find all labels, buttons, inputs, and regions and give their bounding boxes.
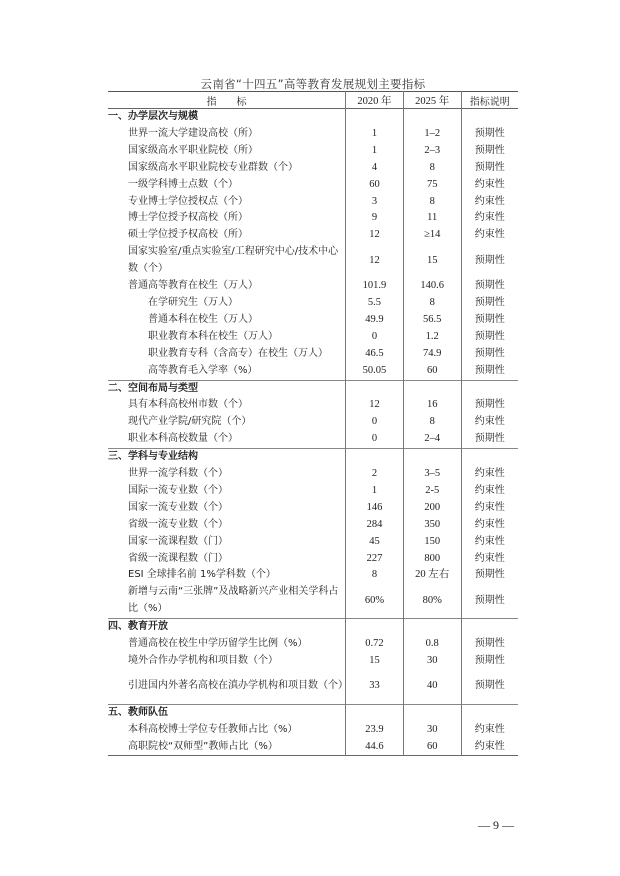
table-row	[108, 312, 518, 329]
indicator-name: ESI 全球排名前 1%学科数（个）	[128, 569, 276, 581]
value-2025: 350	[403, 517, 461, 534]
value-2025: 800	[403, 551, 461, 568]
value-2025: 30	[403, 722, 461, 739]
table-row	[108, 466, 518, 483]
indicator-name: 高职院校“双师型”教师占比（%）	[128, 740, 278, 752]
indicator-type: 预期性	[461, 636, 518, 653]
section-row	[108, 380, 518, 397]
value-2025: 200	[403, 500, 461, 517]
value-2020: 0.72	[346, 636, 404, 653]
value-2025: 2-5	[403, 483, 461, 500]
value-2025: 2–4	[403, 431, 461, 448]
value-2020: 0	[346, 414, 404, 431]
empty-cell	[346, 380, 404, 397]
indicator-name: 国家级高水平职业院校专业群数（个）	[128, 161, 298, 173]
table-header-row	[108, 92, 518, 109]
section-row	[108, 704, 518, 721]
indicator-name: 引进国内外著名高校在滇办学机构和项目数（个）	[128, 680, 348, 692]
table-row	[108, 653, 518, 670]
table-row	[108, 227, 518, 244]
indicator-type: 约束性	[461, 483, 518, 500]
value-2025: 30	[403, 653, 461, 670]
section-label: 三、学科与专业结构	[108, 451, 198, 463]
value-2025: 1–2	[403, 126, 461, 143]
indicator-name: 现代产业学院/研究院（个）	[128, 416, 252, 428]
indicator-type: 约束性	[461, 466, 518, 483]
header-2020: 2020 年	[346, 92, 404, 109]
indicator-name: 一级学科博士点数（个）	[128, 178, 238, 190]
indicator-type: 约束性	[461, 210, 518, 227]
value-2025: 74.9	[403, 346, 461, 363]
indicator-name: 国家一流专业数（个）	[128, 501, 228, 513]
table-row	[108, 722, 518, 739]
indicator-type: 预期性	[461, 584, 518, 618]
indicator-name: 在学研究生（万人）	[148, 296, 238, 308]
indicator-type: 预期性	[461, 346, 518, 363]
indicator-type: 预期性	[461, 244, 518, 278]
table-row	[108, 636, 518, 653]
section-label: 四、教育开放	[108, 621, 168, 633]
indicator-type: 预期性	[461, 567, 518, 584]
indicator-name: 国际一流专业数（个）	[128, 484, 228, 496]
indicator-type: 预期性	[461, 363, 518, 380]
indicator-type: 约束性	[461, 227, 518, 244]
empty-cell	[461, 380, 518, 397]
value-2025: 0.8	[403, 636, 461, 653]
value-2020: 101.9	[346, 278, 404, 295]
indicator-name: 职业本科高校数量（个）	[128, 433, 238, 445]
value-2020: 1	[346, 126, 404, 143]
indicator-type: 预期性	[461, 397, 518, 414]
value-2025: 60	[403, 739, 461, 756]
value-2020: 5.5	[346, 295, 404, 312]
indicator-name: 省级一流专业数（个）	[128, 518, 228, 530]
value-2020: 284	[346, 517, 404, 534]
table-row	[108, 143, 518, 160]
indicator-type: 约束性	[461, 194, 518, 211]
indicator-type: 预期性	[461, 295, 518, 312]
value-2025: 8	[403, 194, 461, 211]
header-note: 指标说明	[461, 92, 518, 109]
value-2020: 1	[346, 483, 404, 500]
value-2025: 2–3	[403, 143, 461, 160]
value-2025: 75	[403, 177, 461, 194]
value-2025: 16	[403, 397, 461, 414]
indicator-type: 预期性	[461, 278, 518, 295]
table-row	[108, 177, 518, 194]
value-2020: 146	[346, 500, 404, 517]
value-2020: 12	[346, 244, 404, 278]
value-2025: 8	[403, 414, 461, 431]
indicator-type: 约束性	[461, 551, 518, 568]
table-title: 云南省“十四五”高等教育发展规划主要指标	[200, 77, 426, 91]
value-2020: 0	[346, 329, 404, 346]
indicator-name: 新增与云南“三张牌”及战略新兴产业相关学科占比（%）	[128, 586, 339, 615]
table-row	[108, 295, 518, 312]
table-row	[108, 126, 518, 143]
table-row	[108, 584, 518, 618]
value-2020: 46.5	[346, 346, 404, 363]
value-2020: 60%	[346, 584, 404, 618]
table-row	[108, 160, 518, 177]
table-row	[108, 194, 518, 211]
table-row	[108, 670, 518, 704]
indicator-name: 普通高等教育在校生（万人）	[128, 280, 258, 292]
empty-cell	[403, 704, 461, 721]
value-2020: 33	[346, 670, 404, 704]
indicator-name: 国家一流课程数（门）	[128, 535, 228, 547]
indicator-type: 预期性	[461, 329, 518, 346]
empty-cell	[461, 704, 518, 721]
value-2025: 60	[403, 363, 461, 380]
table-row	[108, 414, 518, 431]
indicator-name: 国家级高水平职业院校（所）	[128, 144, 258, 156]
empty-cell	[346, 449, 404, 466]
indicator-name: 硕士学位授予权高校（所）	[128, 229, 248, 241]
table-row	[108, 397, 518, 414]
section-row	[108, 449, 518, 466]
value-2025: 8	[403, 295, 461, 312]
indicator-name: 具有本科高校州市数（个）	[128, 399, 248, 411]
indicator-name: 国家实验室/重点实验室/工程研究中心/技术中心数（个）	[128, 246, 339, 275]
table-row	[108, 363, 518, 380]
value-2025: 1.2	[403, 329, 461, 346]
indicator-type: 约束性	[461, 739, 518, 756]
empty-cell	[346, 109, 404, 126]
section-label: 二、空间布局与类型	[108, 382, 198, 394]
empty-cell	[403, 619, 461, 636]
empty-cell	[461, 109, 518, 126]
value-2025: ≥14	[403, 227, 461, 244]
value-2020: 49.9	[346, 312, 404, 329]
empty-cell	[461, 619, 518, 636]
value-2020: 45	[346, 534, 404, 551]
value-2025: 20 左右	[403, 567, 461, 584]
value-2025: 56.5	[403, 312, 461, 329]
value-2025: 3–5	[403, 466, 461, 483]
value-2020: 23.9	[346, 722, 404, 739]
value-2020: 15	[346, 653, 404, 670]
table-row	[108, 739, 518, 756]
table-row	[108, 329, 518, 346]
indicator-name: 高等教育毛入学率（%）	[148, 364, 258, 376]
table-row	[108, 346, 518, 363]
indicator-type: 约束性	[461, 722, 518, 739]
indicator-name: 职业教育专科（含高专）在校生（万人）	[148, 347, 328, 359]
indicator-name: 省级一流课程数（门）	[128, 552, 228, 564]
indicator-type: 预期性	[461, 160, 518, 177]
indicator-type: 预期性	[461, 143, 518, 160]
value-2020: 44.6	[346, 739, 404, 756]
indicators-table	[108, 91, 518, 756]
header-indicator: 指 标	[206, 96, 247, 108]
table-row	[108, 431, 518, 448]
indicator-type: 约束性	[461, 534, 518, 551]
value-2020: 50.05	[346, 363, 404, 380]
value-2020: 2	[346, 466, 404, 483]
indicator-type: 约束性	[461, 500, 518, 517]
table-row	[108, 278, 518, 295]
value-2020: 4	[346, 160, 404, 177]
indicator-name: 普通高校在校生中学历留学生比例（%）	[128, 638, 308, 650]
value-2020: 0	[346, 431, 404, 448]
value-2020: 8	[346, 567, 404, 584]
header-2025: 2025 年	[403, 92, 461, 109]
empty-cell	[403, 449, 461, 466]
section-row	[108, 619, 518, 636]
page-number: — 9 —	[478, 818, 514, 832]
indicator-name: 职业教育本科在校生（万人）	[148, 330, 278, 342]
indicator-type: 预期性	[461, 312, 518, 329]
section-row	[108, 109, 518, 126]
table-body	[108, 109, 518, 756]
indicator-name: 世界一流学科数（个）	[128, 468, 228, 480]
value-2025: 140.6	[403, 278, 461, 295]
value-2025: 150	[403, 534, 461, 551]
indicator-type: 预期性	[461, 670, 518, 704]
indicator-name: 普通本科在校生（万人）	[148, 313, 258, 325]
value-2025: 8	[403, 160, 461, 177]
empty-cell	[346, 704, 404, 721]
table-row	[108, 244, 518, 278]
value-2020: 12	[346, 227, 404, 244]
indicator-name: 本科高校博士学位专任教师占比（%）	[128, 723, 298, 735]
value-2025: 80%	[403, 584, 461, 618]
indicator-name: 境外合作办学机构和项目数（个）	[128, 655, 278, 666]
empty-cell	[346, 619, 404, 636]
value-2020: 12	[346, 397, 404, 414]
indicator-name: 博士学位授予权高校（所）	[128, 212, 248, 224]
indicator-type: 预期性	[461, 126, 518, 143]
indicator-type: 预期性	[461, 653, 518, 670]
value-2020: 227	[346, 551, 404, 568]
section-label: 五、教师队伍	[108, 706, 168, 718]
indicator-type: 约束性	[461, 414, 518, 431]
indicator-type: 约束性	[461, 517, 518, 534]
table-row	[108, 517, 518, 534]
value-2020: 3	[346, 194, 404, 211]
empty-cell	[461, 449, 518, 466]
table-row	[108, 567, 518, 584]
section-label: 一、办学层次与规模	[108, 111, 198, 122]
table-row	[108, 210, 518, 227]
table-row	[108, 500, 518, 517]
value-2025: 15	[403, 244, 461, 278]
value-2025: 11	[403, 210, 461, 227]
empty-cell	[403, 109, 461, 126]
value-2020: 1	[346, 143, 404, 160]
empty-cell	[403, 380, 461, 397]
value-2025: 40	[403, 670, 461, 704]
value-2020: 60	[346, 177, 404, 194]
value-2020: 9	[346, 210, 404, 227]
table-row	[108, 534, 518, 551]
indicator-name: 世界一流大学建设高校（所）	[128, 127, 258, 139]
indicator-type: 约束性	[461, 177, 518, 194]
indicator-type: 预期性	[461, 431, 518, 448]
indicator-name: 专业博士学位授权点（个）	[128, 195, 248, 207]
table-row	[108, 551, 518, 568]
table-row	[108, 483, 518, 500]
